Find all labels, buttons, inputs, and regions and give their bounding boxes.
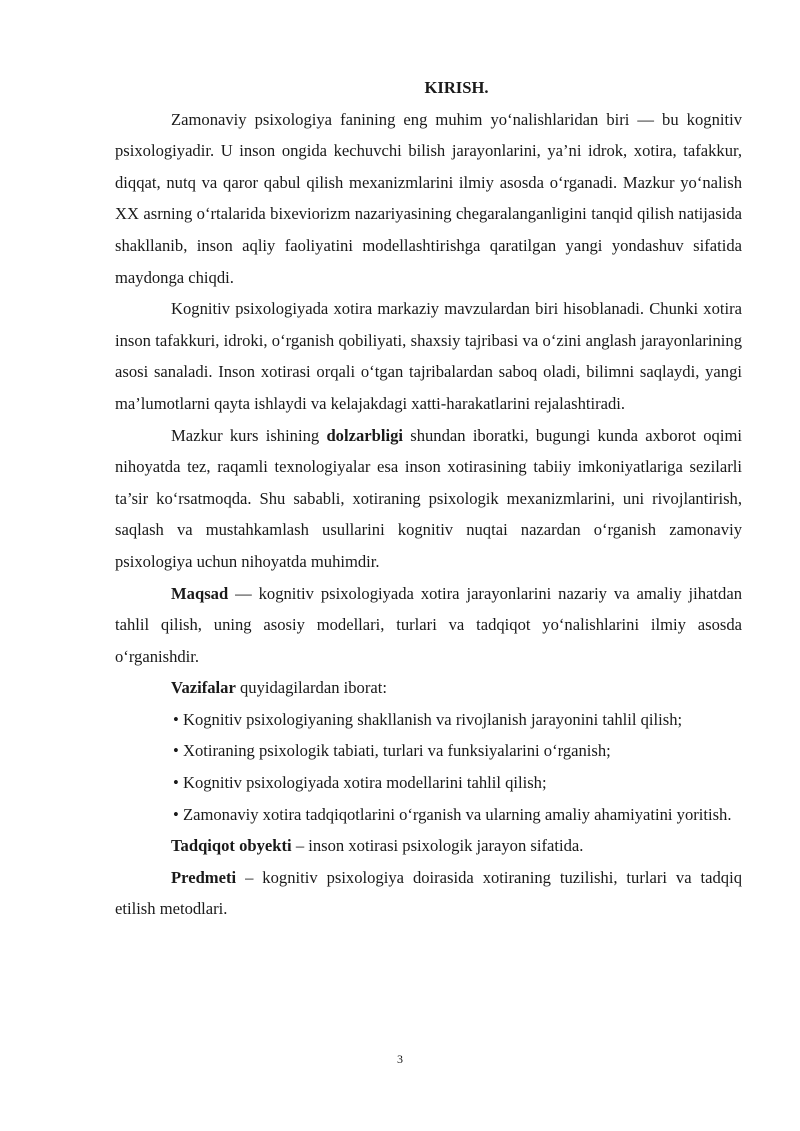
object-text: – inson xotirasi psixologik jarayon sifatida. — [291, 836, 584, 856]
relevance-text-after: shundan iboratki, bugungi kunda axborot oqimi nihoyatda tez, raqamli texnologiyalar esa inson xotirasining tabiiy imkoniyatlariga sezilarli ta’sir ko‘rsatmoqda. Shu sababli, xotiraning psixologik mexanizmlarini, uni rivojlantirish, saqlash va mustahkamlash usullarini kognitiv nuqtai nazardan o‘rganish zamonaviy psixologiya uchun nihoyatda muhimdir. — [115, 425, 742, 571]
paragraph-relevance — [115, 420, 742, 578]
task-item: • Kognitiv psixologiyada xotira modellarini tahlil qilish; — [173, 773, 547, 793]
paragraph-tasks — [115, 672, 742, 704]
paragraph-object — [115, 830, 742, 862]
paragraph-intro: Zamonaviy psixologiya fanining eng muhim yo‘nalishlaridan biri — bu kognitiv psixologiyadir. U inson ongida kechuvchi bilish jarayonlarini, ya’ni idrok, xotira, tafakkur, diqqat, nutq va qaror qabul qilish mexanizmlarini ilmiy asosda o‘rganadi. Mazkur yo‘nalish XX asrning o‘rtalarida bixeviorizm nazariyasining chegaralanganligini tanqid qilish natijasida shakllanib, inson aqliy faoliyatini modellashtirishga qaratilgan yangi yondashuv sifatida maydonga chiqdi. — [115, 109, 742, 287]
object-label: Tadqiqot obyekti — [171, 836, 292, 856]
task-item: • Zamonaviy xotira tadqiqotlarini o‘rganish va ularning amaliy ahamiyatini yoritish. — [173, 804, 732, 824]
document-body — [115, 72, 742, 925]
relevance-label: dolzarbligi — [326, 425, 403, 445]
tasks-text: quyidagilardan iborat: — [235, 678, 387, 698]
section-title: KIRISH. — [424, 78, 489, 97]
paragraph-goal — [115, 578, 742, 673]
subject-label: Predmeti — [171, 867, 237, 887]
paragraph-subject — [115, 862, 742, 925]
goal-label: Maqsad — [171, 583, 229, 603]
page-number: 3 — [397, 1052, 403, 1066]
task-item: • Kognitiv psixologiyaning shakllanish va rivojlanish jarayonini tahlil qilish; — [173, 709, 683, 729]
paragraph-memory: Kognitiv psixologiyada xotira markaziy mavzulardan biri hisoblanadi. Chunki xotira inson tafakkuri, idroki, o‘rganish qobiliyati, shaxsiy tajribasi va o‘zini anglash jarayonlarining asosi sanaladi. Inson xotirasi orqali o‘tgan tajribalardan saboq oladi, bilimni saqlaydi, yangi ma’lumotlarni qayta ishlaydi va kelajakdagi xatti-harakatlarini rejalashtiradi. — [115, 299, 742, 413]
task-item: • Xotiraning psixologik tabiati, turlari va funksiyalarini o‘rganish; — [173, 741, 611, 761]
relevance-text-before: Mazkur kurs ishining — [171, 425, 327, 445]
goal-text: — kognitiv psixologiyada xotira jarayonlarini nazariy va amaliy jihatdan tahlil qilish, uning asosiy modellari, turlari va tadqiqot yo‘nalishlarini ilmiy asosda o‘rganishdir. — [115, 583, 742, 666]
subject-text: – kognitiv psixologiya doirasida xotiraning tuzilishi, turlari va tadqiq etilish metodlari. — [115, 867, 742, 919]
tasks-label: Vazifalar — [171, 678, 236, 698]
